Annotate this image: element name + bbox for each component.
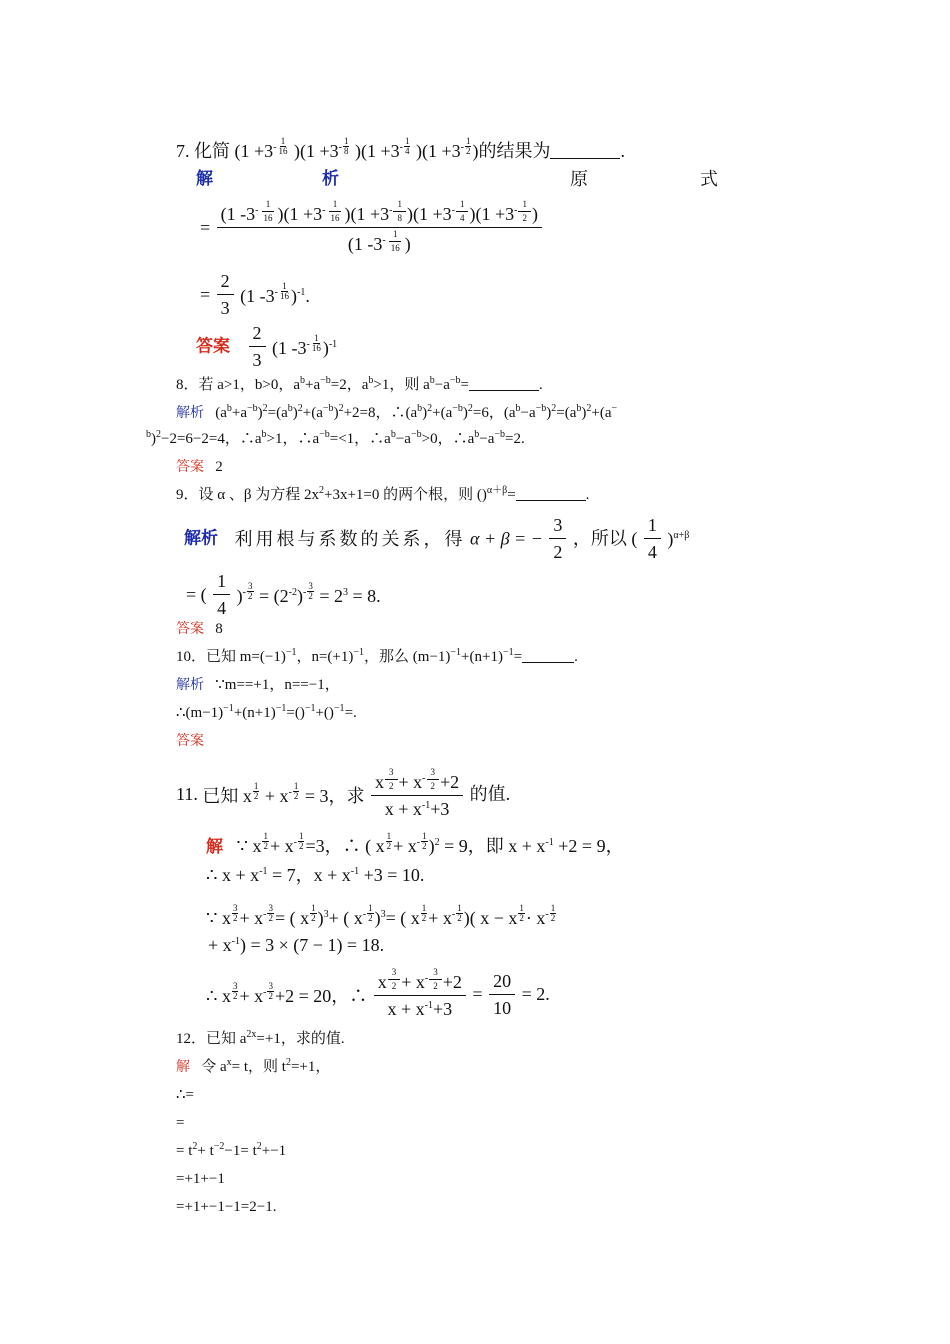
q10-answer: 答案 <box>176 733 204 749</box>
q12-stem: 12．已知 $a^{2x}=+1$，求的值. <box>176 1029 345 1047</box>
q12-solution-line5: =+1+−1 <box>176 1171 225 1187</box>
q7-stem: 7. 化简 ($1 +3^{- \frac{1}{16}}$ )($1 +3^{- \frac{1}{8}}$ )($1 +3^{- \frac{1}{4}}$ )($1 +3^{- \frac{1}{2}}$ )的结果为 . <box>176 136 625 161</box>
q9-analysis-line1: 解析 利用根与系数的关系，得 α + β = − $\frac{3}{2}$ ，所以 ( $\frac{1}{4}$ )$^{\alpha+\beta}$ <box>184 515 690 562</box>
q8-analysis-line2: $^b$)$^2$−2=6−2=4，$\therefore a^b>1$，$\therefore a^{-b}=<1$，$\therefore a^b-a^{-b}>0$，$\therefore a^b-a^{-b}=2$. <box>146 429 525 447</box>
q12-solution-line6: =+1+−1−1=2−1. <box>176 1199 277 1215</box>
q7-yuan: 原 <box>570 169 588 189</box>
q11-solution-line5: ∴ x $^{\frac{3}{2}}$ + $x^{- \frac{3}{2}}$ +2 = 20，∴ x $^{\frac{3}{2}}$ + $x^{- \frac{3}{2}}$ +2 $x + x^{-1}+3$ = $\frac{20}{10}$ = 2. <box>206 967 550 1019</box>
q12-solution-line2: ∴= <box>176 1087 195 1103</box>
q11-stem: 11. 已知 x $^{\frac{1}{2}}$ + $x^{- \frac{1}{2}}$ = 3，求 x $^{\frac{3}{2}}$ + $x^{- \frac{3}{2}}$ +2 $x + x^{-1}+3$ 的值. <box>176 767 511 819</box>
q12-solution-line3: = <box>176 1115 185 1131</box>
q12-solution-line1: 解 令 $a^x= t$，则 $t^2=+1$， <box>176 1057 331 1075</box>
q11-solution-line2: ∴ $x + x^{-1} = 7$，$x + x^{-1} +3 = 10$. <box>206 865 425 885</box>
q7-shi: 式 <box>700 169 718 189</box>
q7-analysis-heading-2: 析 <box>322 169 339 189</box>
q8-answer: 答案 2 <box>176 459 223 475</box>
q11-solution-line4: + $x^{-1}) = 3 \times (7 - 1) = 18$. <box>208 935 385 955</box>
q7-step2: = $\frac{2}{3}$ (1 $-3^{- \frac{1}{16}}$ )$^{-1}$. <box>200 271 310 318</box>
q7-analysis-heading: 解 <box>196 169 213 189</box>
q8-stem: 8．若 a>1，b>0，$a^b+a^{-b}=2$，$a^b>1$，则 $a^b-a^{-b}=$ . <box>176 375 543 393</box>
answer-blank <box>522 648 574 663</box>
q10-analysis-line2: $\therefore(m-1)^{-1}+(n+1)^{-1}=()^{-1}+()^{-1}=$. <box>176 703 357 721</box>
q12-solution-line4: = $t^2+ t^{-2}-1= t^2+-1$ <box>176 1141 287 1159</box>
q9-answer: 答案 8 <box>176 621 223 637</box>
q10-stem: 10．已知 $m=(-1)^{-1}$，$n=(+1)^{-1}$，那么 $(m-1)^{-1}+(n+1)^{-1}=$ . <box>176 647 578 665</box>
q7-step1: = (1 $-3^{- \frac{1}{16}}$ )($1 +3^{- \frac{1}{16}}$ )($1 +3^{- \frac{1}{8}}$ )($1 +3^{- \frac{1}{4}}$ )($1 +3^{- \frac{1}{2}}$ ) (1 $-3^{- \frac{1}{16}}$ ) <box>200 200 544 255</box>
answer-blank <box>550 144 620 159</box>
answer-blank <box>469 376 539 391</box>
q10-analysis-line1: 解析 ∵m==+1，n==−1， <box>176 677 340 693</box>
q9-stem: 9．设 α 、β 为方程 $2x^2+3x+1=0$ 的两个根，则 ()$^{\alpha+\beta}$= . <box>176 485 590 503</box>
q7-answer: 答案 $\frac{2}{3}$ (1 $-3^{- \frac{1}{16}}$ )$^{-1}$ <box>196 323 338 370</box>
q11-solution-line3: ∵ x $^{\frac{3}{2}}$ + $x^{- \frac{3}{2}}$ = ( x $^{\frac{1}{2}}$ )$^3$+ ( $x^{- \frac{1}{2}}$ )$^3$= ( x $^{\frac{1}{2}}$ + $x^{- \frac{1}{2}}$ )( x − x $^{\frac{1}{2}}$ · $x^{- \frac{1}{2}}$ <box>206 903 556 928</box>
q11-solution-line1: 解 ∵ x $^{\frac{1}{2}}$ + $x^{- \frac{1}{2}}$ =3，∴ ( x $^{\frac{1}{2}}$ + $x^{- \frac{1}{2}}$ )$^2$ = 9，即 $x + x^{-1} +2 = 9$， <box>206 831 624 857</box>
answer-blank <box>516 486 586 501</box>
q8-analysis-line1: 解析 $(a^b+a^{-b})^2=(a^b)^2+(a^{-b})^2+2=8$，$\therefore(a^b)^2+(a^{-b})^2=6$，$(a^b-a^{-b})^2=(a^b)^2+(a^-$ <box>176 403 618 421</box>
q9-analysis-line2: = ( $\frac{1}{4}$ )$^{- \frac{3}{2}}$ = $(2^{-2})^{- \frac{3}{2}}$ = $2^3 = 8$. <box>186 571 381 618</box>
